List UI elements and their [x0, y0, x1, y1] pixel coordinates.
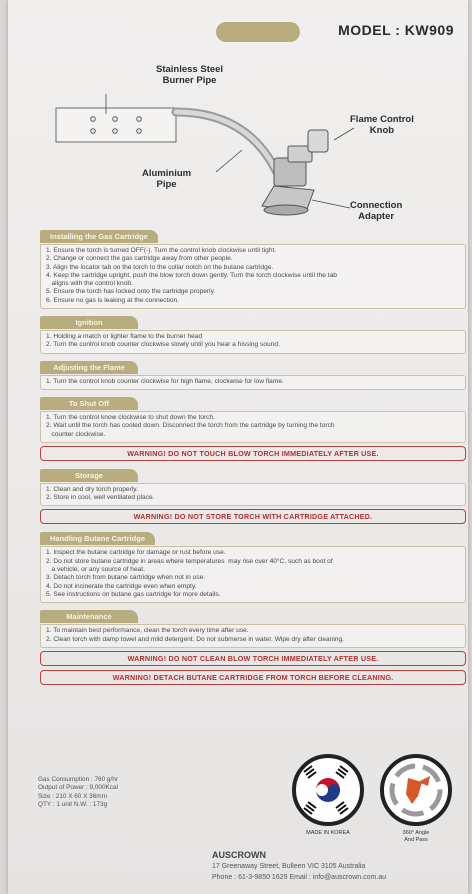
- instruction-line: 1. Clean and dry torch properly.: [46, 485, 138, 493]
- section-body: [40, 624, 466, 648]
- instruction-section: [40, 528, 466, 603]
- made-in-korea-label: MADE IN KOREA: [306, 830, 350, 836]
- section-title: Installing the Gas Cartridge: [40, 230, 158, 243]
- spec-line: QTY : 1 unit N.W. : 173g: [38, 801, 108, 809]
- instruction-section: [40, 393, 466, 461]
- spec-line: Gas Consumption : 760 g/hr: [38, 776, 118, 783]
- instruction-line: 2. Turn the control knob counter clockwise slowly until you hear a hissing sound.: [46, 341, 280, 349]
- warning-banner: WARNING! DETACH BUTANE CARTRIDGE FROM TORCH BEFORE CLEANING.: [40, 670, 466, 685]
- instruction-line: 2. Do not store butane cartridge in areas where temperatures may rise over 40°C, such as boot of: [46, 557, 333, 565]
- section-body: [40, 330, 466, 354]
- section-body: [40, 483, 466, 507]
- hang-tab: [216, 22, 300, 42]
- section-title: Handling Butane Cartridge: [40, 532, 155, 545]
- instruction-section: [40, 606, 466, 685]
- instruction-line: 6. Ensure no gas is leaking at the connection.: [46, 296, 180, 304]
- company-contact: Phone : 61-3-9850 1629 Email : info@auscrown.com.au: [212, 874, 387, 881]
- model-number: MODEL : KW909: [338, 22, 454, 38]
- instruction-line: 1. To maintain best performance, clean the torch every time after use.: [46, 627, 249, 635]
- torch-diagram: [38, 50, 468, 230]
- instruction-line: 1. Turn the control knob counter clockwise for high flame, clockwise for low flame.: [46, 377, 284, 385]
- product-card: [8, 0, 468, 894]
- section-body: [40, 411, 466, 443]
- aluminium-pipe-label: Aluminium Pipe: [142, 168, 192, 190]
- warning-banner: WARNING! DO NOT TOUCH BLOW TORCH IMMEDIATELY AFTER USE.: [40, 446, 466, 461]
- rotation-angle-icon: [378, 752, 454, 828]
- spec-line: Size : 210 X 60 X 36mm: [38, 792, 107, 800]
- specifications: [38, 776, 118, 810]
- instruction-line: a vehicle, or any source of heat.: [46, 566, 145, 574]
- instruction-line: aligns with the control knob.: [46, 280, 133, 288]
- warning-banner: WARNING! DO NOT STORE TORCH WITH CARTRIDGE ATTACHED.: [40, 509, 466, 524]
- instruction-section: [40, 312, 466, 354]
- korea-flag-icon: [290, 752, 366, 828]
- section-title: Adjusting the Flame: [40, 361, 138, 374]
- warning-banner: WARNING! DO NOT CLEAN BLOW TORCH IMMEDIATELY AFTER USE.: [40, 651, 466, 666]
- section-body: [40, 546, 466, 603]
- instruction-line: counter clockwise.: [46, 430, 106, 438]
- instruction-line: 2. Change or connect the gas cartridge away from other people.: [46, 255, 233, 263]
- instruction-line: 4. Keep the cartridge upright, push the blow torch down gently. Turn the torch clockwise until the tab: [46, 271, 337, 279]
- instruction-section: [40, 226, 466, 309]
- company-info: [212, 850, 386, 883]
- torch-illustration: [38, 50, 468, 230]
- section-title: To Shut Off: [40, 397, 138, 410]
- angle-badge: [378, 752, 454, 843]
- burner-pipe-label: Stainless Steel Burner Pipe: [156, 64, 224, 86]
- instruction-line: 1. Turn the control know clockwise to shut down the torch.: [46, 413, 215, 421]
- instruction-line: 5. See instructions on butane gas cartridge for more details.: [46, 590, 221, 598]
- instruction-line: 3. Align the locator tab on the torch to the collar notch on the butane cartridge.: [46, 263, 274, 271]
- instruction-line: 2. Wait until the torch has cooled down. Disconnect the torch from the cartridge by turning the torch: [46, 422, 335, 430]
- instruction-line: 1. Inspect the butane cartridge for damage or rust before use.: [46, 549, 226, 557]
- section-title: Ignition: [40, 316, 138, 329]
- instruction-line: 1. Holding a match or lighter flame to the burner head: [46, 333, 203, 341]
- instruction-line: 1. Ensure the torch is turned OFF(-). Turn the control knob clockwise until tight.: [46, 247, 277, 254]
- angle-label: 360° Angle And Pass: [402, 830, 430, 843]
- company-address: 17 Greenaway Street, Bulleen VIC 3105 Australia: [212, 863, 366, 870]
- company-name: AUSCROWN: [212, 850, 266, 860]
- section-title: Storage: [40, 469, 138, 482]
- instruction-line: 3. Detach torch from butane cartridge when not in use.: [46, 574, 206, 582]
- made-in-korea-badge: [290, 752, 366, 836]
- instruction-section: [40, 357, 466, 390]
- instruction-section: [40, 465, 466, 525]
- instruction-line: 2. Clean torch with damp towel and mild detergent. Do not submerse in water. Wipe dry after cleaning.: [46, 635, 344, 643]
- section-body: [40, 375, 466, 390]
- section-body: [40, 244, 466, 309]
- instruction-line: 5. Ensure the torch has locked onto the cartridge properly.: [46, 288, 216, 296]
- section-title: Maintenance: [40, 610, 138, 623]
- instruction-line: 4. Do not incinerate the cartridge even when empty.: [46, 582, 197, 590]
- instruction-sections: [40, 226, 466, 689]
- spec-line: Output of Power : 9,000Kcal: [38, 784, 118, 792]
- flame-control-knob-label: Flame Control Knob: [350, 114, 414, 136]
- instruction-line: 2. Store in cool, well ventilated place.: [46, 494, 155, 502]
- connection-adapter-label: Connection Adapter: [350, 200, 403, 222]
